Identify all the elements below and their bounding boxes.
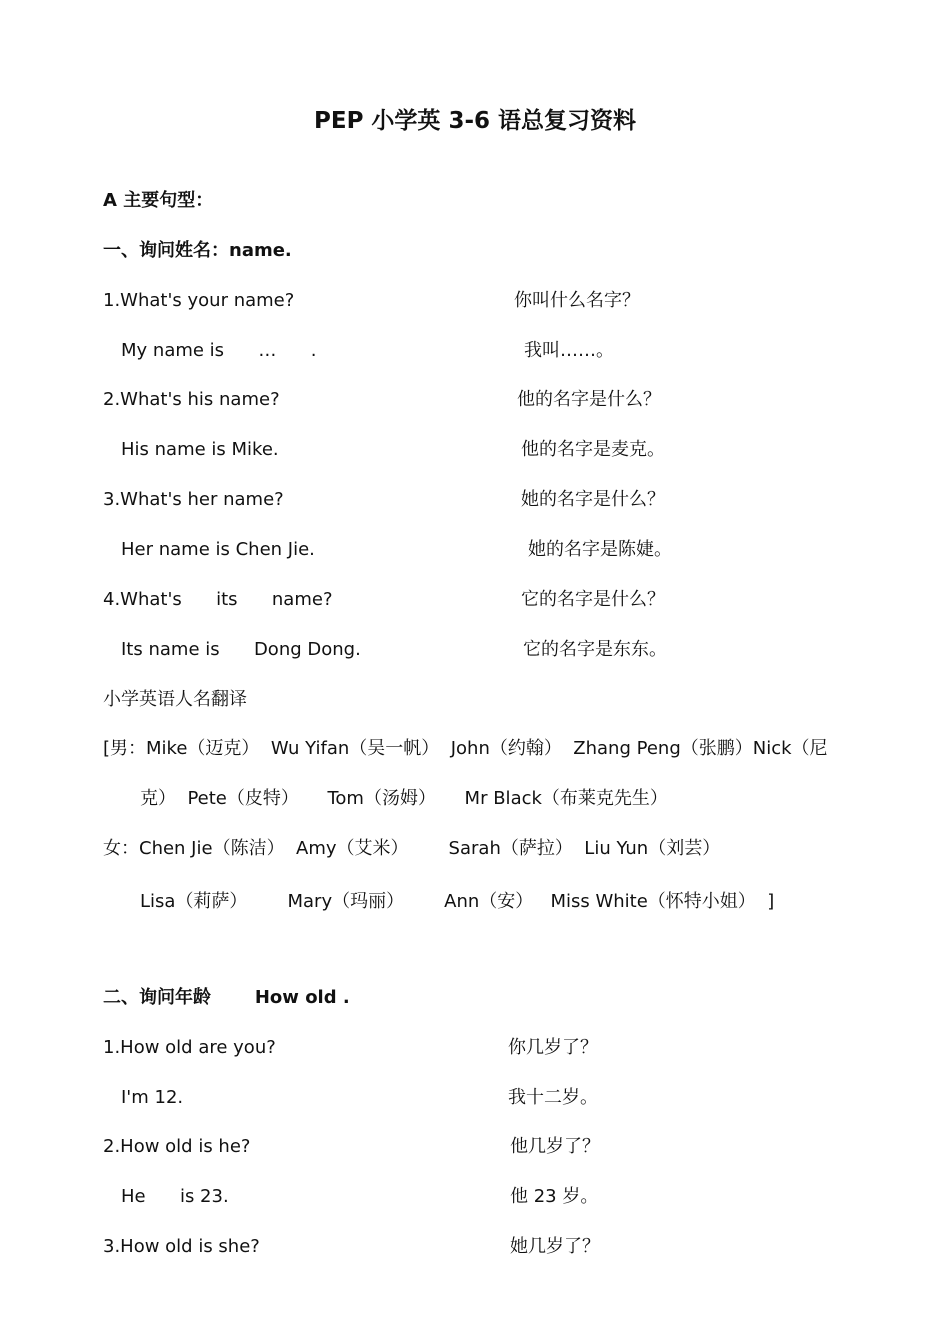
s1-q2-en: 2.What's his name? — [103, 389, 280, 410]
s1-q3-en: 3.What's her name? — [103, 489, 284, 510]
s2-a2-en: He is 23. — [121, 1186, 229, 1207]
s1-q1-cn: 你叫什么名字？ — [514, 290, 640, 311]
names-heading: 小学英语人名翻译 — [103, 689, 247, 710]
s1-q2-cn: 他的名字是什么？ — [517, 389, 661, 410]
s2-q2-en: 2.How old is he? — [103, 1136, 251, 1157]
document-title: PEP 小学英 3-6 语总复习资料 — [314, 108, 636, 134]
s2-a1-en: I'm 12. — [121, 1087, 184, 1108]
s2-q3-en: 3.How old is she? — [103, 1236, 260, 1257]
s1-q3-cn: 她的名字是什么？ — [521, 489, 665, 510]
s1-q4-en: 4.What's its name? — [103, 589, 333, 610]
s1-a3-cn: 她的名字是陈婕。 — [528, 539, 672, 560]
male-names-line1: [男：Mike（迈克） Wu Yifan（吴一帆） John（约翰） Zhang Peng（张鹏）Nick（尼 — [103, 738, 828, 759]
s2-a1-cn: 我十二岁。 — [508, 1087, 598, 1108]
s2-q3-cn: 她几岁了？ — [510, 1236, 600, 1257]
female-names-line2: Lisa（莉萨） Mary（玛丽） Ann（安） Miss White（怀特小姐） ] — [140, 891, 775, 912]
s1-a4-cn: 它的名字是东东。 — [523, 639, 667, 660]
s2-q1-en: 1.How old are you? — [103, 1037, 276, 1058]
section1-heading: 一、询问姓名：name. — [103, 240, 292, 261]
s1-a2-en: His name is Mike. — [121, 439, 279, 460]
s1-a1-en: My name is … . — [121, 340, 317, 361]
s1-a1-cn: 我叫……。 — [524, 340, 614, 361]
section2-heading: 二、询问年龄 How old . — [103, 987, 350, 1008]
section-a-heading: A 主要句型： — [103, 190, 214, 211]
s1-a2-cn: 他的名字是麦克。 — [521, 439, 665, 460]
s2-a2-cn: 他 23 岁。 — [510, 1186, 599, 1207]
male-names-line2: 克） Pete（皮特） Tom（汤姆） Mr Black（布莱克先生） — [140, 788, 668, 809]
s1-a3-en: Her name is Chen Jie. — [121, 539, 315, 560]
s1-q4-cn: 它的名字是什么？ — [521, 589, 665, 610]
female-names-line1: 女：Chen Jie（陈洁） Amy（艾米） Sarah（萨拉） Liu Yun（刘芸） — [103, 838, 721, 859]
s2-q2-cn: 他几岁了？ — [510, 1136, 600, 1157]
s2-q1-cn: 你几岁了？ — [508, 1037, 598, 1058]
s1-q1-en: 1.What's your name? — [103, 290, 295, 311]
s1-a4-en: Its name is Dong Dong. — [121, 639, 361, 660]
